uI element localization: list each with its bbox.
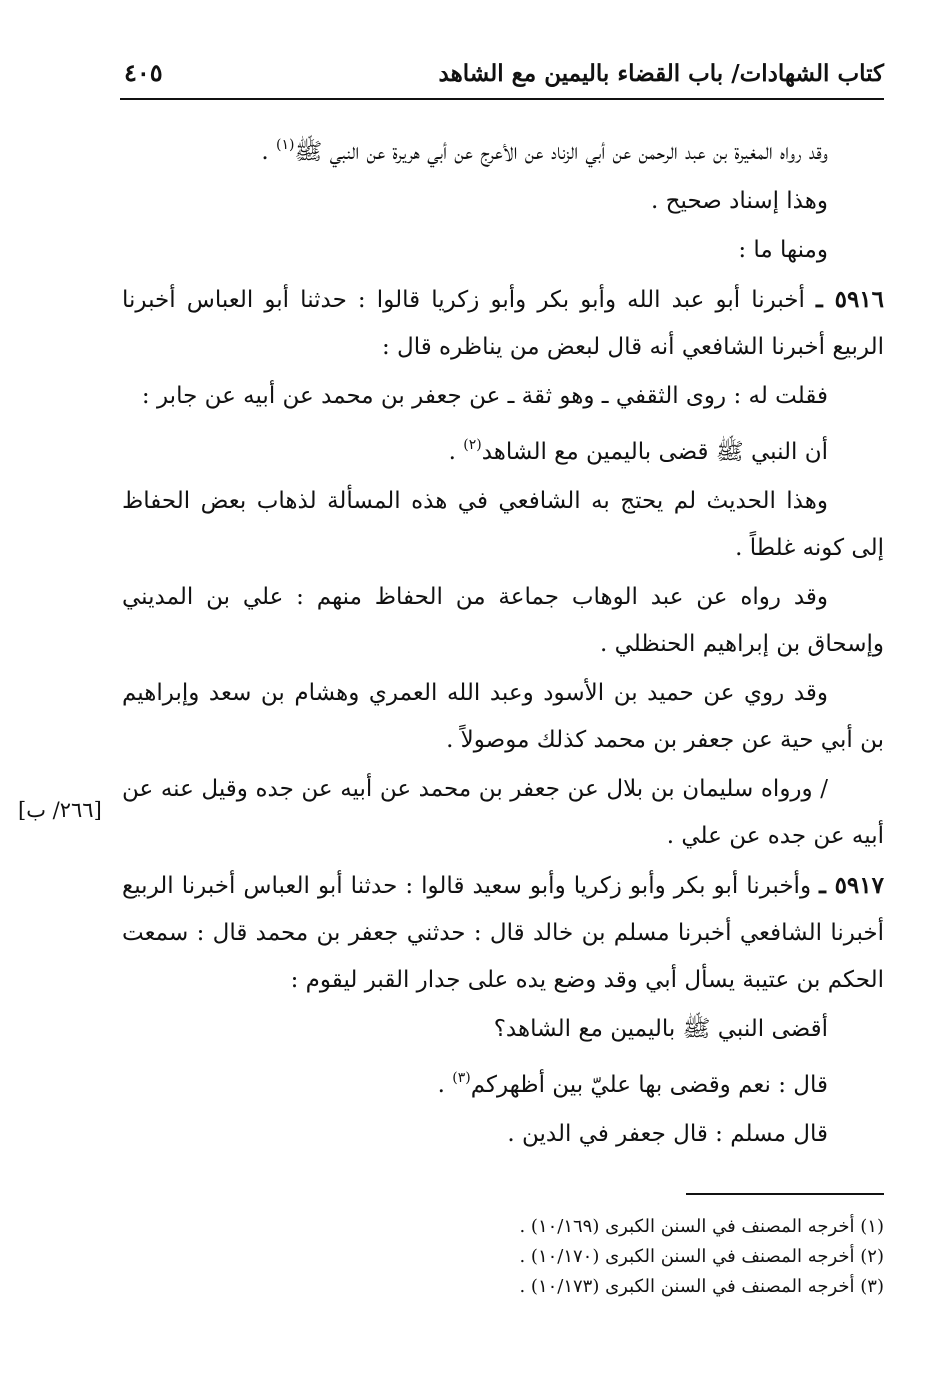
paragraph [122, 1055, 884, 1109]
paragraph: أقضى النبي ﷺ باليمين مع الشاهد؟ [493, 1016, 828, 1042]
footnote-ref[interactable]: (٣) [452, 1070, 471, 1086]
paragraph-end: . [261, 139, 277, 165]
paragraph-text: أن النبي ﷺ قضى باليمين مع الشاهد [481, 439, 828, 465]
page-number: ٤٠٥ [124, 58, 163, 87]
paragraph: / ورواه سليمان بن بلال عن جعفر بن محمد عن أبيه عن جده وقيل عنه عن أبيه عن جده عن علي . [122, 776, 884, 849]
footnote: (٣) أخرجه المصنف في السنن الكبرى (١٠/١٧٣) . [519, 1276, 884, 1297]
paragraph-text: وأخبرنا أبو بكر وأبو زكريا وأبو سعيد قالوا : حدثنا أبو العباس أخبرنا الربيع أخبرنا الشافعي أخبرنا مسلم بن خالد قال : حدثني جعفر بن محمد قال : سمعت الحكم بن عتيبة يسأل أبي وقد وضع يده على جدار القبر ليقوم : [122, 873, 884, 993]
footnote: (١) أخرجه المصنف في السنن الكبرى (١٠/١٦٩) . [519, 1216, 884, 1237]
footnotes [519, 1212, 884, 1302]
hadith-5916 [122, 276, 884, 371]
paragraph: وقد رواه عن عبد الوهاب جماعة من الحفاظ منهم : علي بن المديني وإسحاق بن إبراهيم الحنظلي . [122, 584, 884, 657]
main-text [122, 122, 884, 1158]
paragraph [122, 122, 884, 176]
footnote-ref[interactable]: (١) [276, 137, 295, 153]
paragraph-end: . [437, 1072, 453, 1098]
footnote-divider [686, 1193, 884, 1195]
hadith-number: ٥٩١٧ ـ [819, 872, 884, 899]
paragraph: وهذا إسناد صحيح . [651, 188, 828, 214]
paragraph: فقلت له : روى الثقفي ـ وهو ثقة ـ عن جعفر بن محمد عن أبيه عن جابر : [141, 383, 828, 409]
header-title: كتاب الشهادات/ باب القضاء باليمين مع الشاهد [438, 60, 884, 87]
running-header [120, 58, 884, 100]
manuscript-folio-reference: [٢٦٦/ ب] [18, 798, 102, 822]
paragraph: ومنها ما : [738, 237, 828, 263]
paragraph-text: قال : نعم وقضى بها عليّ بين أظهركم [470, 1072, 828, 1098]
paragraph: قال مسلم : قال جعفر في الدين . [507, 1121, 828, 1147]
footnote-ref[interactable]: (٢) [463, 437, 482, 453]
paragraph-text: وقد رواه المغيرة بن عبد الرحمن عن أبي الزناد عن الأعرج عن أبي هريرة عن النبي ﷺ [294, 139, 828, 165]
paragraph: وهذا الحديث لم يحتج به الشافعي في هذه المسألة لذهاب بعض الحفاظ إلى كونه غلطاً . [122, 488, 884, 561]
footnote: (٢) أخرجه المصنف في السنن الكبرى (١٠/١٧٠) . [519, 1246, 884, 1267]
paragraph-end: . [448, 439, 464, 465]
paragraph: وقد روي عن حميد بن الأسود وعبد الله العمري وهشام بن سعد وإبراهيم بن أبي حية عن جعفر بن محمد كذلك موصولاً . [122, 680, 884, 753]
paragraph-text: أخبرنا أبو عبد الله وأبو بكر وأبو زكريا قالوا : حدثنا أبو العباس أخبرنا الربيع أخبرنا الشافعي أنه قال لبعض من يناظره قال : [122, 287, 884, 360]
hadith-5917 [122, 862, 884, 1004]
paragraph [122, 422, 884, 476]
hadith-number: ٥٩١٦ ـ [816, 286, 885, 313]
